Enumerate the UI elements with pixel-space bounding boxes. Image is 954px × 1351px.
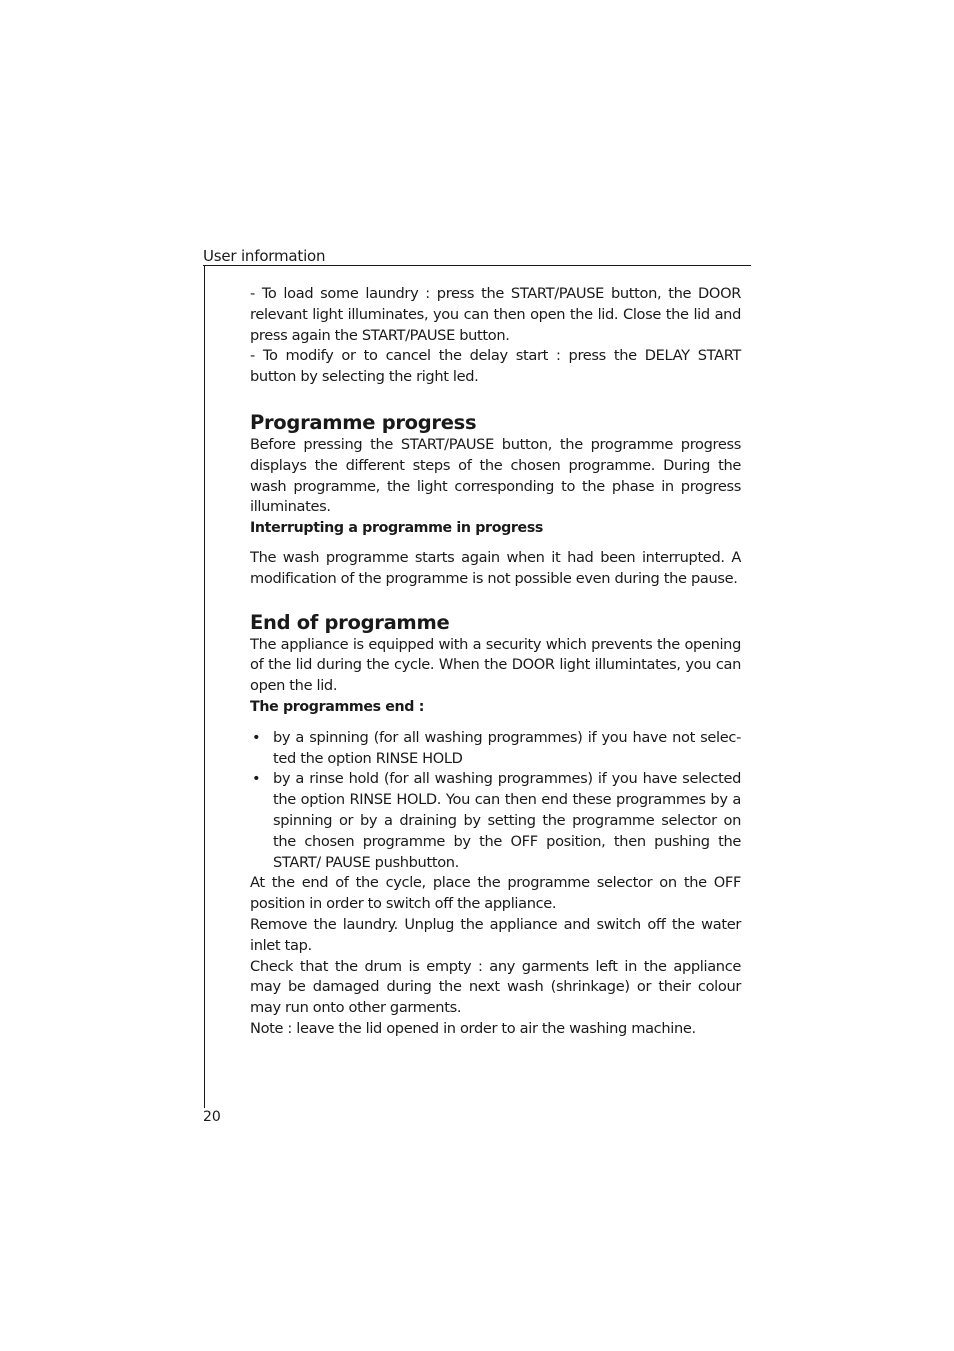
bullet-icon: •	[252, 728, 261, 746]
header-divider	[203, 265, 751, 266]
programmes-end-list	[250, 728, 741, 874]
page-number: 20	[203, 1109, 221, 1125]
list-item	[250, 769, 741, 873]
interrupting-paragraph: The wash programme starts again when it had been interrupted. A modification of the programme is not possible even during the pause.	[250, 548, 741, 587]
section-header-label: User information	[203, 247, 326, 265]
switch-off-paragraph: At the end of the cycle, place the programme selector on the OFF position in order to switch off the appliance.	[250, 874, 741, 913]
note-paragraph: Note : leave the lid opened in order to air the washing machine.	[250, 1019, 696, 1037]
remove-laundry-paragraph: Remove the laundry. Unplug the appliance and switch off the water inlet tap.	[250, 915, 741, 954]
intro-paragraph-load-laundry: - To load some laundry : press the START/PAUSE button, the DOOR relevant light illuminates, you can then open the lid. Close the lid and press again the START/PAUSE button.	[250, 285, 741, 344]
check-drum-paragraph: Check that the drum is empty : any garments left in the appliance may be damaged during the next wash (shrinkage) or their colour may run onto other garments.	[250, 957, 741, 1017]
list-item-text: by a rinse hold (for all washing programmes) if you have selected the option RINSE HOLD. You can then end these programmes by a spinning or by a draining by setting the programme selector on the chosen programme by the OFF position, then pushing the START/ PAUSE pushbutton.	[273, 770, 741, 871]
list-item	[250, 728, 741, 770]
bullet-icon: •	[252, 770, 261, 788]
list-item-text: by a spinning (for all washing programmes) if you have not selec-ted the option RINSE HOLD	[273, 728, 741, 767]
heading-end-of-programme: End of programme	[250, 610, 450, 634]
page-content	[250, 284, 741, 1040]
margin-divider	[204, 265, 205, 1108]
heading-programme-progress: Programme progress	[250, 410, 477, 434]
subheading-interrupting: Interrupting a programme in progress	[250, 520, 544, 537]
subheading-programmes-end: The programmes end :	[250, 698, 425, 715]
end-of-programme-paragraph: The appliance is equipped with a security which prevents the opening of the lid during the cycle. When the DOOR light illumintates, you can open the lid.	[250, 635, 741, 695]
intro-paragraph-delay-start: - To modify or to cancel the delay start : press the DELAY START button by selecting the right led.	[250, 347, 741, 386]
programme-progress-paragraph: Before pressing the START/PAUSE button, the programme progress displays the different steps of the chosen programme. During the wash programme, the light corresponding to the phase in progress illuminates.	[250, 435, 741, 516]
